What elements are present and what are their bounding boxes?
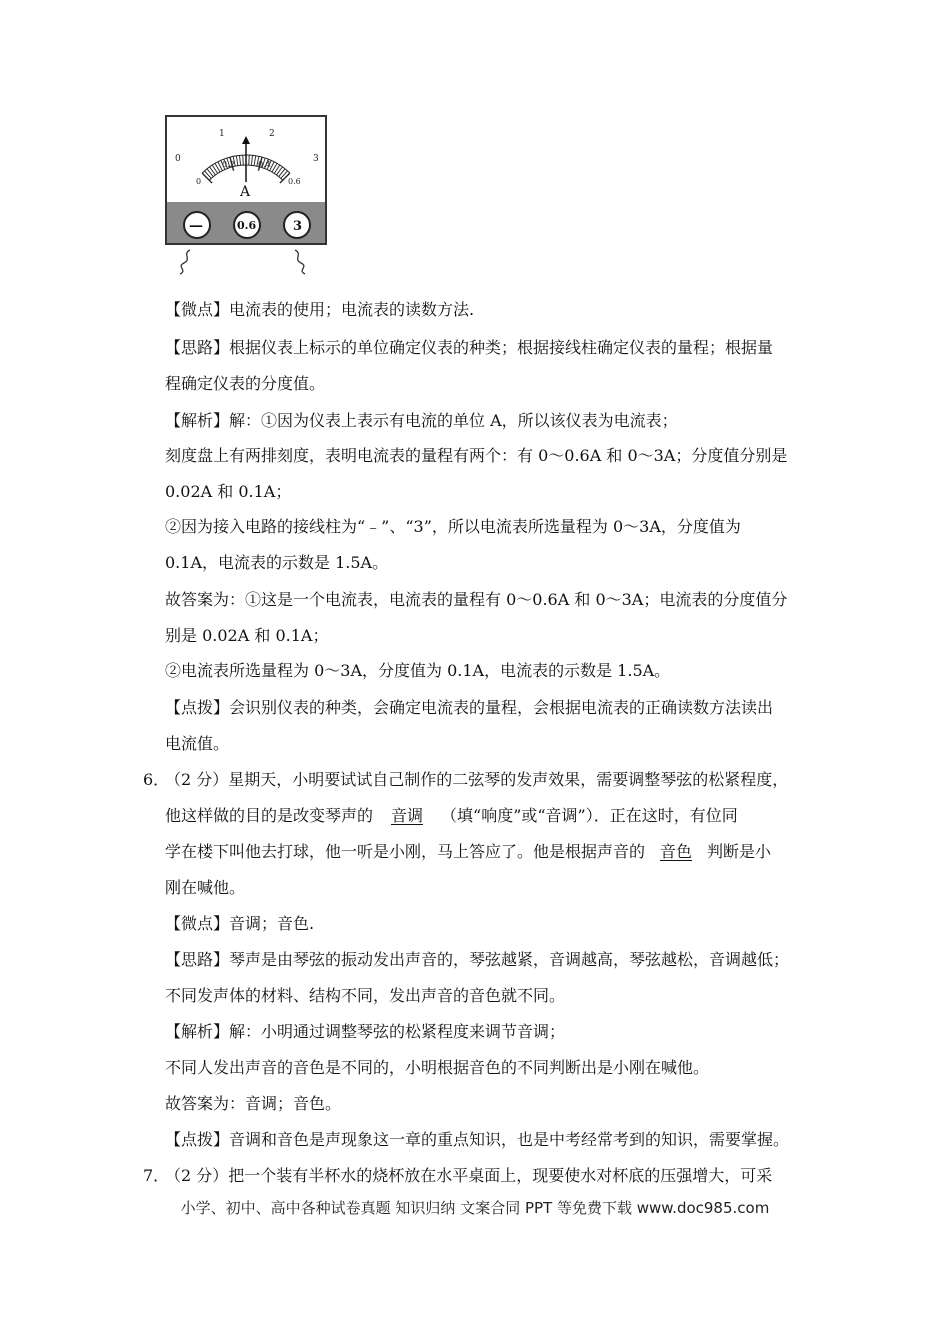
q6-silu-line1: 【思路】琴声是由琴弦的振动发出声音的，琴弦越紧，音调越高，琴弦越松，音调越低； <box>165 950 790 969</box>
ammeter-figure <box>162 112 332 277</box>
s5-silu-line2: 程确定仪表的分度值。 <box>165 374 326 393</box>
s5-jiexi-line5: 0.1A，电流表的示数是 1.5A。 <box>165 553 389 572</box>
terminal-3-label: 3 <box>293 219 303 234</box>
upper-scale-label-1: 1 <box>219 129 225 139</box>
s5-jiexi-line4: ②因为接入电路的接线柱为“﹣”、“3”，所以电流表所选量程为 0～3A，分度值为 <box>165 517 741 536</box>
s5-jiexi-line3: 0.02A 和 0.1A； <box>165 482 292 501</box>
s5-answer-line1: 故答案为：①这是一个电流表，电流表的量程有 0～0.6A 和 0～3A；电流表的分度值分 <box>165 590 788 609</box>
scale-tick <box>249 155 250 165</box>
s5-jiexi-line2: 刻度盘上有两排刻度，表明电流表的量程有两个：有 0～0.6A 和 0～3A；分度值分别是 <box>165 446 788 465</box>
q6-line2-b: （填“响度”或“音调”）．正在这时，有位同 <box>441 806 738 825</box>
upper-scale-label-3: 3 <box>313 154 319 164</box>
q6-line2 <box>165 806 738 826</box>
s5-silu-line1: 【思路】根据仪表上标示的单位确定仪表的种类；根据接线柱确定仪表的量程；根据量 <box>165 338 774 357</box>
q6-number: 6． <box>143 770 170 789</box>
q6-line3-b: 判断是小 <box>707 842 772 861</box>
wire-right <box>295 250 305 274</box>
s5-answer-line3: ②电流表所选量程为 0～3A，分度值为 0.1A，电流表的示数是 1.5A。 <box>165 661 671 680</box>
q6-line4: 刚在喊他。 <box>165 878 246 897</box>
s5-dianbo-line1: 【点拨】会识别仪表的种类，会确定电流表的量程，会根据电流表的正确读数方法读出 <box>165 698 774 717</box>
s5-dianbo-line2: 电流值。 <box>165 734 230 753</box>
q6-line2-a: 他这样做的目的是改变琴声的 <box>165 806 374 825</box>
page-footer: 小学、初中、高中各种试卷真题 知识归纳 文案合同 PPT 等免费下载 www.doc985.com <box>180 1199 770 1217</box>
lower-scale-label-2: 0.4 <box>258 160 271 169</box>
q6-jiexi-line1: 【解析】解：小明通过调整琴弦的松紧程度来调节音调； <box>165 1022 566 1041</box>
wire-left <box>180 250 190 274</box>
s5-jiexi-line1: 【解析】解：①因为仪表上表示有电流的单位 A，所以该仪表为电流表； <box>165 411 678 430</box>
s5-answer-line2: 别是 0.02A 和 0.1A； <box>165 626 329 645</box>
q7-number: 7． <box>143 1166 170 1185</box>
q6-answer-blank1: 音调 <box>391 806 424 825</box>
terminal-negative-label: — <box>189 218 203 234</box>
meter-unit: A <box>240 184 251 200</box>
lower-scale-label-1: 0.2 <box>222 160 235 169</box>
s5-weidian: 【微点】电流表的使用；电流表的读数方法. <box>165 300 475 319</box>
terminal-0.6-label: 0.6 <box>237 219 257 232</box>
q6-silu-line2: 不同发声体的材料、结构不同，发出声音的音色就不同。 <box>165 986 566 1005</box>
q6-jiexi-line2: 不同人发出声音的音色是不同的，小明根据音色的不同判断出是小刚在喊他。 <box>165 1058 710 1077</box>
lower-scale-label-0: 0 <box>196 177 202 186</box>
q6-weidian: 【微点】音调；音色. <box>165 914 315 933</box>
q6-line3-a: 学在楼下叫他去打球，他一听是小刚，马上答应了。他是根据声音的 <box>165 842 646 861</box>
upper-scale-label-2: 2 <box>269 129 275 139</box>
q6-answer-blank2: 音色 <box>660 842 693 861</box>
q6-answer: 故答案为：音调；音色。 <box>165 1094 342 1113</box>
q6-dianbo: 【点拨】音调和音色是声现象这一章的重点知识，也是中考经常考到的知识，需要掌握。 <box>165 1130 790 1149</box>
upper-scale-label-0: 0 <box>175 154 181 164</box>
lower-scale-label-3: 0.6 <box>288 177 301 186</box>
q6-line3 <box>165 842 771 862</box>
scale-tick <box>243 155 244 165</box>
q7-line1: （2 分）把一个装有半杯水的烧杯放在水平桌面上，现要使水对杯底的压强增大，可采 <box>165 1166 773 1185</box>
q6-line1: （2 分）星期天，小明要试试自己制作的二弦琴的发声效果，需要调整琴弦的松紧程度， <box>165 770 789 789</box>
